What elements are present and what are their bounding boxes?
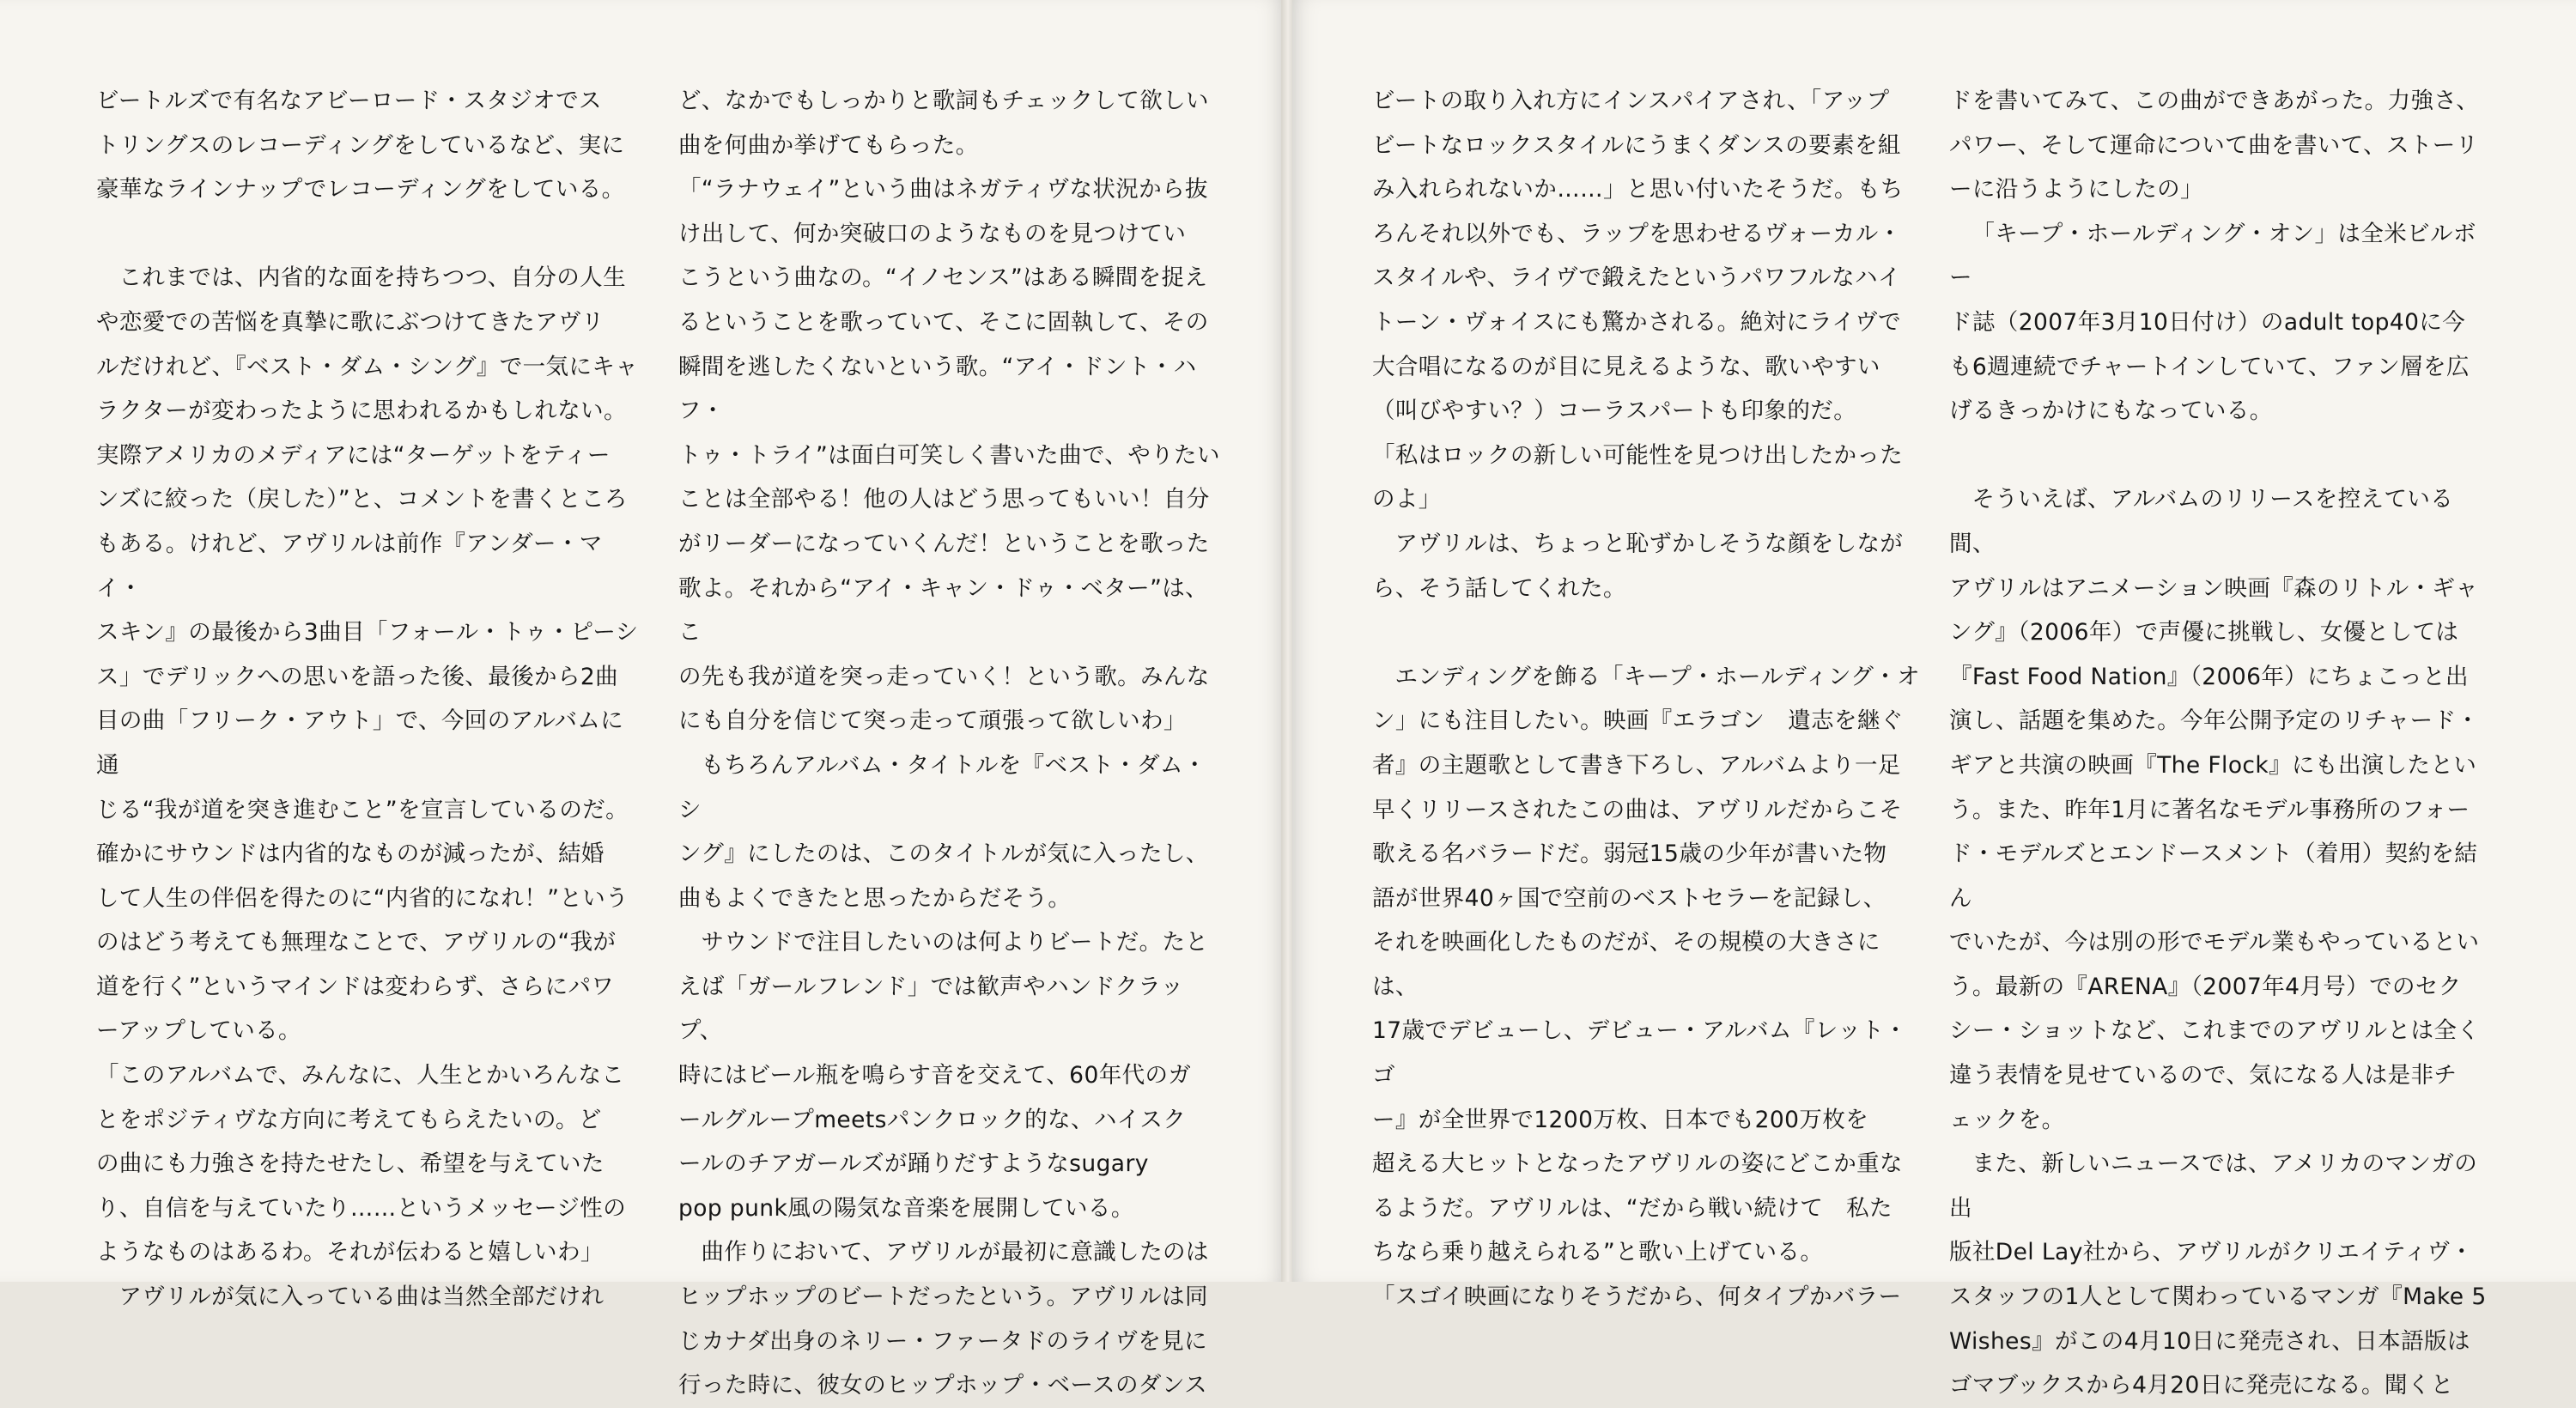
text-column-2 bbox=[678, 79, 1228, 1408]
paragraph-gap bbox=[96, 212, 646, 257]
text-column-3 bbox=[1372, 79, 1922, 1320]
paragraph: サウンドで注目したいのは何よりビートだ。たと えば「ガールフレンド」では歓声やハンドクラップ、 時にはビール瓶を鳴らす音を交えて、60年代のガ ールグループmeetsパンクロック的な、ハイスク ールのチアガールズが踊りだすようなsugary pop punk風の陽気な音楽を展開している。 bbox=[678, 929, 1209, 1222]
paragraph: ビートルズで有名なアビーロード・スタジオでス トリングスのレコーディングをしているなど、実に 豪華なラインナップでレコーディングをしている。 bbox=[96, 88, 625, 203]
paragraph: そういえば、アルバムのリリースを控えている間、 アヴリルはアニメーション映画『森のリトル・ギャ ング』（2006年）で声優に挑戦し、女優としては 『Fast Food Nation』（2006年）にちょこっと出 演し、話題を集めた。今年公開予定のリチャード・ ギアと共演の映画『The Flock』にも出演したとい う。また、昨年1月に著名なモデル事務所のフォー ド・モデルズとエンドースメント（着用）契約を結ん でいたが、今は別の形でモデル業もやっているとい う。最新の『ARENA』（2007年4月号）でのセク シー・ショットなど、これまでのアヴリルとは全く 違う表情を見せているので、気になる人は是非チ ェックを。 bbox=[1949, 486, 2481, 1133]
paragraph: これまでは、内省的な面を持ちつつ、自分の人生 や恋愛での苦悩を真摯に歌にぶつけてきたアヴリ ルだけれど、『ベスト・ダム・シング』で一気にキャ ラクターが変わったように思われるかもしれない。 実際アメリカのメディアには“ターゲットをティー ンズに絞った（戻した）”と、コメントを書くところ もある。けれど、アヴリルは前作『アンダー・マイ・ スキン』の最後から3曲目「フォール・トゥ・ピーシ ス」でデリックへの思いを語った後、最後から2曲 目の曲「フリーク・アウト」で、今回のアルバムに通 じる“我が道を突き進むこと”を宣言しているのだ。 確かにサウンドは内省的なものが減ったが、結婚 して人生の伴侶を得たのに“内省的になれ！”という のはどう考えても無理なことで、アヴリルの“我が 道を行く”というマインドは変わらず、さらにパワ ーアップしている。 bbox=[96, 264, 639, 1045]
text-column-1 bbox=[96, 79, 646, 1320]
paragraph: アヴリルは、ちょっと恥ずかしそうな顔をしなが ら、そう話してくれた。 bbox=[1372, 530, 1904, 602]
paragraph-gap bbox=[1949, 434, 2499, 478]
left-page bbox=[0, 0, 1284, 1399]
paragraph: 「私はロックの新しい可能性を見つけ出したかった のよ」 bbox=[1372, 441, 1904, 513]
paragraph-gap bbox=[1372, 610, 1922, 655]
paragraph: 「スゴイ映画になりそうだから、何タイプかバラー bbox=[1372, 1284, 1902, 1311]
paragraph: もちろんアルバム・タイトルを『ベスト・ダム・シ ング』にしたのは、このタイトルが気に入ったし、 曲もよくできたと思ったからだそう。 bbox=[678, 751, 1209, 912]
paragraph: アヴリルが気に入っている曲は当然全部だけれ bbox=[118, 1284, 605, 1311]
text-column-4 bbox=[1949, 79, 2499, 1408]
right-page bbox=[1292, 0, 2576, 1399]
paragraph: 「このアルバムで、みんなに、人生とかいろんなこ とをポジティヴな方向に考えてもらえたいの。ど の曲にも力強さを持たせたし、希望を与えていた り、自信を与えていたり……というメッセージ性の ようなものはあるわ。それが伝わると嬉しいわ」 bbox=[96, 1062, 627, 1266]
paragraph: ど、なかでもしっかりと歌詞もチェックして欲しい 曲を何曲か挙げてもらった。 bbox=[678, 88, 1209, 159]
paragraph: ビートの取り入れ方にインスパイアされ、「アップ ビートなロックスタイルにうまくダンスの要素を組 み入れられないか……」と思い付いたそうだ。もち ろんそれ以外でも、ラップを思わせるヴォーカル・ スタイルや、ライヴで鍛えたというパワフルなハイ トーン・ヴォイスにも驚かされる。絶対にライヴで 大合唱になるのが目に見えるような、歌いやすい （叫びやすい？）コーラスパートも印象的だ。 bbox=[1372, 88, 1904, 425]
paragraph: ドを書いてみて、この曲ができあがった。力強さ、 パワー、そして運命について曲を書いて、ストーリ ーに沿うようにしたの」 bbox=[1949, 88, 2480, 203]
paragraph: 曲作りにおいて、アヴリルが最初に意識したのは ヒップホップのビートだったという。アヴリルは同 じカナダ出身のネリー・ファータドのライヴを見に 行った時に、彼女のヒップホップ・ベースのダンス bbox=[678, 1239, 1209, 1399]
paragraph: 「キープ・ホールディング・オン」は全米ビルボー ド誌（2007年3月10日付け）のadult top40に今 も6週連続でチャートインしていて、ファン層を広 げるきっかけにもなっている。 bbox=[1949, 220, 2476, 425]
paragraph: エンディングを飾る「キープ・ホールディング・オ ン」にも注目したい。映画『エラゴン 遺志を継ぐ 者』の主題歌として書き下ろし、アルバムより一足 早くリリースされたこの曲は、アヴリルだからこそ 歌える名バラードだ。弱冠15歳の少年が書いた物 語が世界40ヶ国で空前のベストセラーを記録し、 それを映画化したものだが、その規模の大きさには、 17歳でデビューし、デビュー・アルバム『レット・ゴ ー』が全世界で1200万枚、日本でも200万枚を 超える大ヒットとなったアヴリルの姿にどこか重な るようだ。アヴリルは、“だから戦い続けて 私た ちなら乗り越えられる”と歌い上げている。 bbox=[1372, 663, 1921, 1266]
paragraph: 「“ラナウェイ”という曲はネガティヴな状況から抜 け出して、何か突破口のようなものを見つけてい こうという曲なの。“イノセンス”はある瞬間を捉え るということを歌っていて、そこに固執して、その 瞬間を逃したくないという歌。“アイ・ドント・ハフ・ トゥ・トライ”は面白可笑しく書いた曲で、やりたい ことは全部やる！他の人はどう思ってもいい！自分 がリーダーになっていくんだ！ということを歌った 歌よ。それから“アイ・キャン・ドゥ・ベター”は、こ の先も我が道を突っ走っていく！という歌。みんな にも自分を信じて突っ走って頑張って欲しいわ」 bbox=[678, 176, 1220, 735]
paragraph: また、新しいニュースでは、アメリカのマンガの出 版社Del Lay社から、アヴリルがクリエイティヴ・ スタッフの1人として関わっているマンガ『Make 5 Wishes』がこの4月10日に発売され、日本語版は ゴマブックスから4月20日に発売になる。聞くと bbox=[1949, 1150, 2487, 1399]
